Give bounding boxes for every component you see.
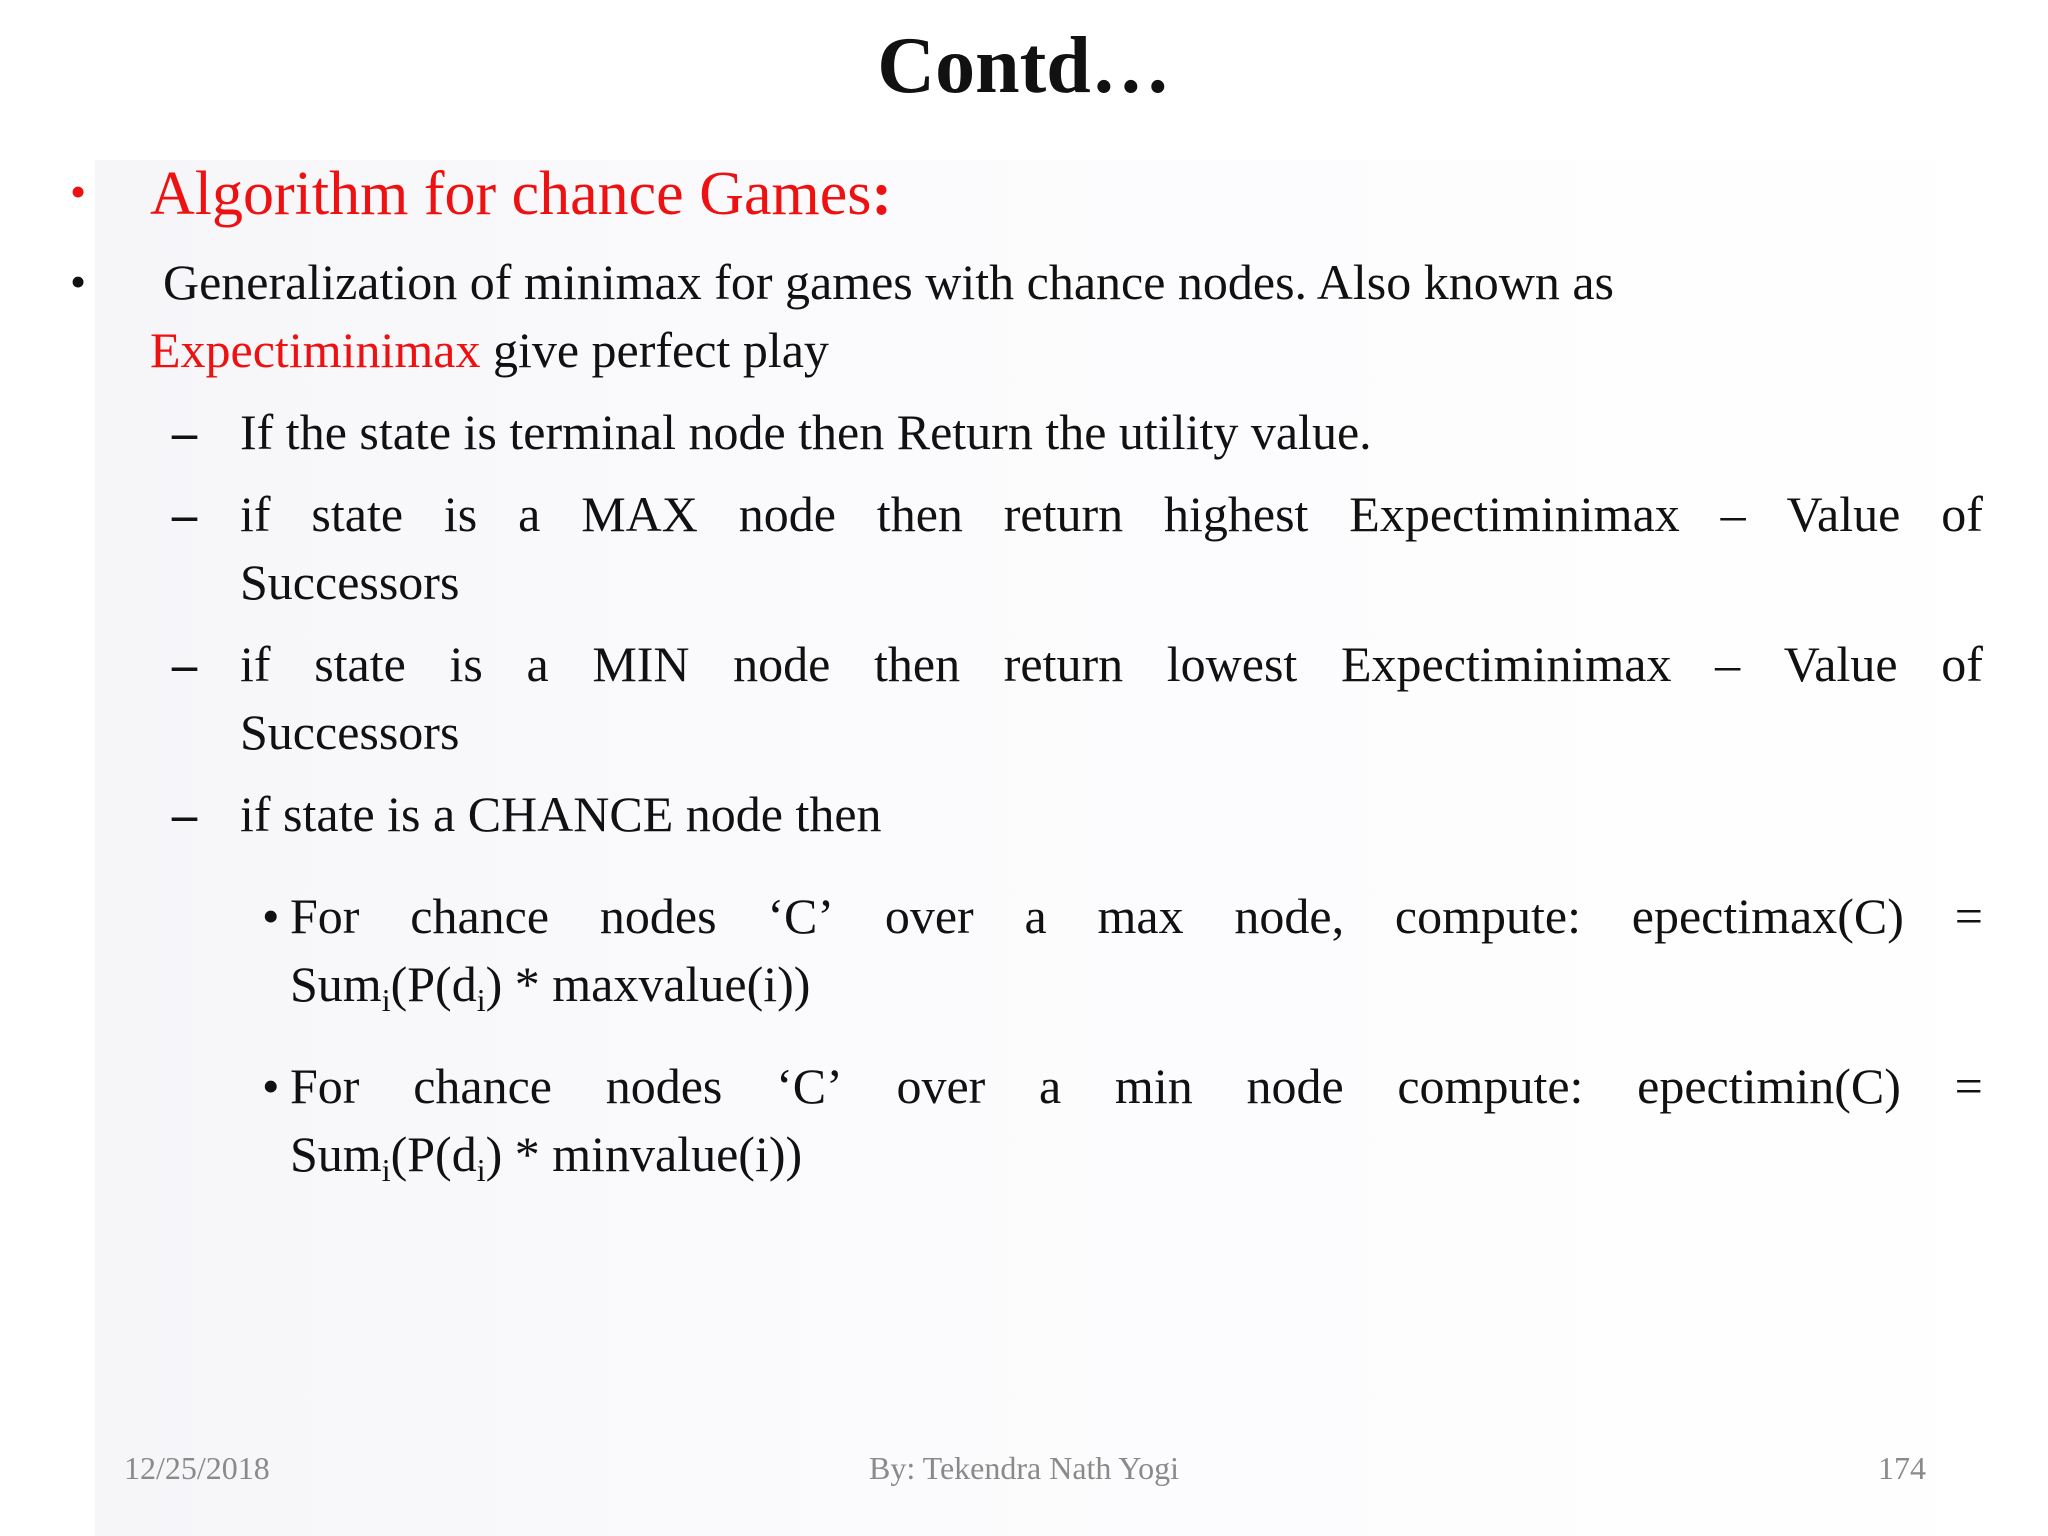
word: a	[526, 636, 549, 692]
word: node,	[1234, 888, 1345, 944]
footer-page-number: 174	[1878, 1450, 1926, 1486]
subitem-max-line-1	[240, 480, 1983, 548]
subitem-terminal: If the state is terminal node then Return the utility value.	[240, 404, 1372, 460]
word: nodes	[599, 888, 717, 944]
word: min	[1114, 1058, 1193, 1114]
subscript-i: i	[381, 982, 391, 1018]
subitem-dash: –	[172, 404, 197, 460]
formula-max-line-2	[290, 950, 810, 1018]
word: is	[449, 636, 483, 692]
word: epectimax(C)	[1631, 888, 1904, 944]
word: –	[1720, 486, 1746, 542]
formula-bullet: •	[262, 1058, 280, 1114]
formula-close: ) * maxvalue(i))	[485, 956, 811, 1012]
word: Value	[1786, 486, 1901, 542]
word: –	[1715, 636, 1741, 692]
formula-bullet: •	[262, 888, 280, 944]
subitem-chance: if state is a CHANCE node then	[240, 786, 882, 842]
word: ‘C’	[776, 1058, 843, 1114]
word: return	[1003, 486, 1124, 542]
word: of	[1941, 486, 1983, 542]
word: chance	[410, 888, 550, 944]
word: compute:	[1394, 888, 1581, 944]
word: return	[1003, 636, 1124, 692]
word: a	[518, 486, 541, 542]
intro-line-1: Generalization of minimax for games with chance nodes. Also known as	[163, 254, 1615, 310]
word: max	[1097, 888, 1184, 944]
heading-bullet: •	[70, 166, 87, 217]
word: epectimin(C)	[1637, 1058, 1901, 1114]
word: node	[738, 486, 836, 542]
word: state	[314, 636, 406, 692]
word: lowest	[1166, 636, 1298, 692]
word: a	[1039, 1058, 1062, 1114]
word: For	[290, 1058, 360, 1114]
word: node	[733, 636, 831, 692]
word: =	[1954, 888, 1983, 944]
word: a	[1024, 888, 1047, 944]
footer-author: By: Tekendra Nath Yogi	[868, 1450, 1180, 1486]
formula-open: (P(d	[390, 956, 477, 1012]
word: over	[896, 1058, 986, 1114]
heading-colon: :	[871, 160, 893, 228]
formula-close: ) * minvalue(i))	[485, 1126, 803, 1182]
formula-max-line-1	[290, 882, 1983, 950]
word: then	[876, 486, 963, 542]
word: =	[1954, 1058, 1983, 1114]
word: chance	[413, 1058, 552, 1114]
expectiminimax-term: Expectiminimax	[150, 322, 481, 378]
word: of	[1941, 636, 1983, 692]
word: is	[443, 486, 478, 542]
slide-title: Contd…	[877, 22, 1171, 110]
word: MAX	[581, 486, 698, 542]
word: nodes	[605, 1058, 723, 1114]
sum-text: Sum	[290, 956, 382, 1012]
subitem-dash: –	[172, 786, 197, 842]
word: state	[311, 486, 404, 542]
word: then	[874, 636, 961, 692]
word: Expectiminimax	[1340, 636, 1672, 692]
intro-line-2-rest: give perfect play	[480, 322, 829, 378]
word: MIN	[592, 636, 690, 692]
word: Expectiminimax	[1349, 486, 1680, 542]
word: over	[884, 888, 974, 944]
subitem-dash: –	[172, 636, 197, 692]
heading	[150, 158, 892, 230]
intro-bullet: •	[70, 256, 87, 307]
subscript-i: i	[381, 1152, 391, 1188]
word: node	[1246, 1058, 1344, 1114]
subitem-min-line-1	[240, 630, 1983, 698]
subitem-dash: –	[172, 486, 197, 542]
word: ‘C’	[767, 888, 834, 944]
formula-min-line-2	[290, 1120, 802, 1188]
subscript-i: i	[476, 982, 486, 1018]
subscript-i: i	[476, 1152, 486, 1188]
word: Value	[1783, 636, 1898, 692]
formula-min-line-1	[290, 1052, 1983, 1120]
subitem-min-line-2: Successors	[240, 704, 460, 760]
intro-line-2	[150, 316, 829, 384]
word: compute:	[1397, 1058, 1584, 1114]
heading-text: Algorithm for chance Games	[150, 160, 872, 228]
formula-open: (P(d	[390, 1126, 477, 1182]
word: highest	[1164, 486, 1309, 542]
footer-date: 12/25/2018	[124, 1450, 270, 1486]
word: For	[290, 888, 360, 944]
word: if	[240, 636, 271, 692]
sum-text: Sum	[290, 1126, 382, 1182]
word: if	[240, 486, 271, 542]
subitem-max-line-2: Successors	[240, 554, 460, 610]
